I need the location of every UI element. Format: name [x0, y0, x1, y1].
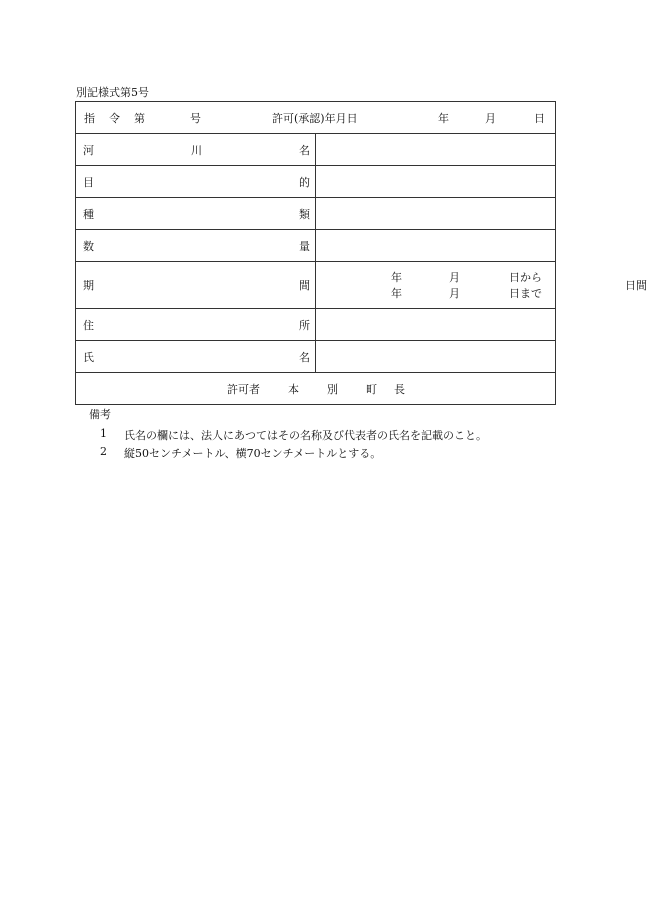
note-number: 2	[100, 445, 107, 458]
signer-row	[76, 373, 556, 405]
label-char: 名	[299, 143, 310, 157]
label-char: 的	[299, 175, 310, 189]
period-end-day: 日まで	[509, 287, 542, 300]
purpose-label	[76, 166, 316, 198]
label-char: 名	[299, 350, 310, 364]
label-char: 河	[83, 143, 94, 157]
river-name-row	[76, 134, 556, 166]
header-cell	[76, 102, 556, 134]
signer-char-1: 本	[288, 382, 299, 396]
period-end-year: 年	[391, 287, 402, 300]
period-start-month: 月	[449, 271, 460, 284]
quantity-row	[76, 230, 556, 262]
signer-cell	[76, 373, 556, 405]
header-month: 月	[485, 111, 496, 125]
number-suffix: 号	[190, 111, 201, 125]
signer-char-2: 別	[327, 382, 338, 396]
period-days: 日間	[625, 279, 647, 292]
period-start-day: 日から	[509, 271, 542, 284]
name-row	[76, 341, 556, 373]
notes-title: 備考	[89, 408, 111, 421]
river-name-label	[76, 134, 316, 166]
header-year: 年	[438, 111, 449, 125]
name-label	[76, 341, 316, 373]
address-row	[76, 309, 556, 341]
period-label	[76, 262, 316, 309]
signer-char-4: 長	[394, 382, 405, 396]
form-number: 別記様式第5号	[76, 86, 149, 99]
purpose-row	[76, 166, 556, 198]
permit-table	[75, 101, 647, 405]
river-name-value[interactable]	[316, 134, 556, 166]
type-value[interactable]	[316, 198, 556, 230]
label-char: 目	[83, 175, 94, 189]
note-text: 氏名の欄には、法人にあつてはその名称及び代表者の氏名を記載のこと。	[124, 429, 487, 442]
label-char: 種	[83, 207, 94, 221]
order-char-2: 令	[109, 111, 120, 125]
type-row	[76, 198, 556, 230]
period-start-year: 年	[391, 271, 402, 284]
period-end-month: 月	[449, 287, 460, 300]
label-char: 期	[83, 279, 94, 292]
type-label	[76, 198, 316, 230]
label-char: 間	[299, 279, 310, 292]
label-char: 川	[191, 143, 202, 157]
signer-label: 許可者	[227, 382, 260, 396]
address-label	[76, 309, 316, 341]
quantity-label	[76, 230, 316, 262]
name-value[interactable]	[316, 341, 556, 373]
label-char: 類	[299, 207, 310, 221]
order-char-3: 第	[134, 111, 145, 125]
label-char: 氏	[83, 350, 94, 364]
label-char: 量	[299, 239, 310, 253]
note-text: 縦50センチメートル、横70センチメートルとする。	[124, 447, 382, 460]
header-row	[76, 102, 556, 134]
order-char-1: 指	[84, 111, 95, 125]
label-char: 所	[299, 318, 310, 332]
address-value[interactable]	[316, 309, 556, 341]
note-number: 1	[100, 427, 107, 440]
purpose-value[interactable]	[316, 166, 556, 198]
period-value[interactable]	[316, 262, 647, 309]
label-char: 住	[83, 318, 94, 332]
label-char: 数	[83, 239, 94, 253]
quantity-value[interactable]	[316, 230, 556, 262]
permit-date-label: 許可(承認)年月日	[272, 111, 358, 125]
signer-char-3: 町	[366, 382, 377, 396]
period-row	[76, 262, 556, 309]
header-day: 日	[534, 111, 545, 125]
